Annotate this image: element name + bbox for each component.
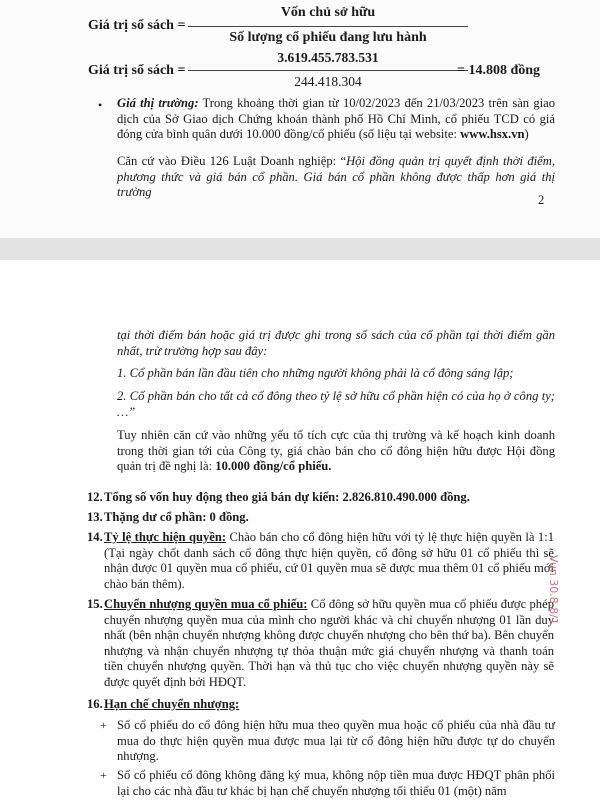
item-15-paragraph	[104, 597, 554, 691]
law-quote-continued: tại thời điểm bán hoặc giá trị được ghi trong sổ sách của cổ phần tại thời điểm gần nhất, trừ trường hợp sau đây:	[117, 328, 555, 358]
item-12-number: 12.	[87, 490, 103, 504]
law-quote-part1: Hội đồng quản trị quyết định thời điểm, phương thức và giá bán cổ phần. Giá bán cổ phần không được thấp hơn giá thị trường	[117, 154, 555, 200]
item-13-number: 13.	[87, 510, 103, 524]
handwritten-margin-note: Vun 30.8.8/1	[547, 555, 560, 625]
item-15-title: Chuyển nhượng quyền mua cổ phiếu:	[104, 597, 308, 611]
proposal-price: 10.000 đồng/cổ phiếu.	[215, 459, 332, 474]
item-15-text: Cổ đông sở hữu quyền mua cổ phiếu được phép chuyển nhượng quyền mua của mình cho người khác và chỉ chuyển nhượng 01 lần duy nhất (bên nhận chuyển nhượng không được chuyển nhượng cho bên thứ ba). Bên chuyển nhượng và nhận chuyển nhượng tự thỏa thuận mức giá chuyển nhượng và thanh toán tiền chuyển nhượng quyền. Thời hạn và thủ tục cho việc chuyển nhượng quyền này sẽ được quyết định bởi HĐQT.	[104, 597, 554, 689]
item-13-text: Thặng dư cổ phần: 0 đồng.	[104, 510, 249, 524]
item-14-paragraph	[104, 530, 554, 592]
formula-numerator-1: Vốn chủ sở hữu	[280, 5, 376, 20]
law-intro: Căn cứ vào Điều 126 Luật Doanh nghiệp: “	[117, 154, 347, 168]
bullet-icon: •	[98, 98, 103, 112]
item-14-title: Tỷ lệ thực hiện quyền:	[104, 530, 227, 544]
formula-label-1: Giá trị sổ sách =	[88, 18, 186, 33]
item-16-title: Hạn chế chuyển nhượng:	[104, 697, 240, 711]
restriction-item-1: Số cổ phiếu do cổ đông hiện hữu mua theo quyền mua hoặc cổ phiếu của nhà đầu tư mua do thực hiện quyền mua được mua lại từ cổ đông hiện hữu được tự do chuyển nhượng.	[117, 718, 555, 764]
law-paragraph	[117, 154, 555, 201]
proposal-paragraph	[117, 428, 555, 475]
formula-denominator-1: Số lượng cổ phiếu đang lưu hành	[229, 30, 427, 45]
item-14-text: Chào bán cho cổ đông hiện hữu với tỷ lệ thực hiện quyền là 1:1 (Tại ngày chốt danh sách cổ đông thực hiện quyền, cổ đông sở hữu 01 cổ phiếu thì sẽ nhận được 01 quyền mua cổ phiếu, cứ 01 quyền mua sẽ được mua thêm 01 cổ phiếu mới chào bán thêm).	[104, 530, 554, 591]
page-separator	[0, 238, 600, 260]
item-14-number: 14.	[87, 530, 103, 544]
formula-numerator-2: 3.619.455.783.531	[277, 50, 379, 65]
fraction-line-1	[188, 26, 468, 27]
item-12-text: Tổng số vốn huy động theo giá bán dự kiến: 2.826.810.490.000 đồng.	[104, 490, 470, 504]
fraction-line-2	[188, 70, 468, 71]
formula-denominator-2: 244.418.304	[294, 74, 362, 89]
restriction-item-2: Số cổ phiếu cổ đông không đăng ký mua, không nộp tiền mua được HĐQT phân phối lại cho các nhà đầu tư khác bị hạn chế chuyển nhượng tối thiểu 01 (một) năm	[117, 768, 555, 798]
plus-bullet-icon: +	[100, 718, 107, 732]
law-case-1: 1. Cổ phần bán lần đầu tiên cho những người không phải là cổ đông sáng lập;	[117, 366, 514, 380]
law-case-2: 2. Cổ phần bán cho tất cả cổ đông theo tỷ lệ sở hữu cổ phần hiện có của họ ở công ty; …”	[117, 389, 555, 419]
formula-label-2: Giá trị sổ sách =	[88, 63, 186, 78]
page-number: 2	[538, 193, 545, 207]
market-value-title: Giá thị trường:	[117, 96, 199, 110]
item-15-number: 15.	[87, 597, 103, 611]
market-value-paragraph: Giá thị trường: Trong khoảng thời gian từ 10/02/2023 đến 21/03/2023 trên sàn giao dịch của Sở Giao dịch Chứng khoán thành phố Hồ Chí Minh, cổ phiếu TCD có giá đóng cửa bình quân dưới 10.000 đồng/cổ phiếu (số liệu tại website: www.hsx.vn)	[117, 96, 555, 142]
plus-bullet-icon: +	[100, 768, 107, 782]
proposal-text: Tuy nhiên căn cứ vào những yếu tố tích cực của thị trường và kế hoạch kinh doanh trong thời gian tới của Công ty, giá chào bán cho cổ đông hiện hữu được Hội đồng quản trị đề nghị là:	[117, 428, 555, 474]
item-16-number: 16.	[87, 697, 103, 711]
formula-result: = 14.808 đồng	[457, 63, 541, 78]
market-value-text: Trong khoảng thời gian từ 10/02/2023 đến 21/03/2023 trên sàn giao dịch của Sở Giao dịch Chứng khoán thành phố Hồ Chí Minh, cổ phiếu TCD có giá đóng cửa bình quân dưới 10.000 đồng/cổ phiếu (số liệu tại website:	[117, 96, 555, 142]
market-value-website: www.hsx.vn	[460, 127, 525, 142]
